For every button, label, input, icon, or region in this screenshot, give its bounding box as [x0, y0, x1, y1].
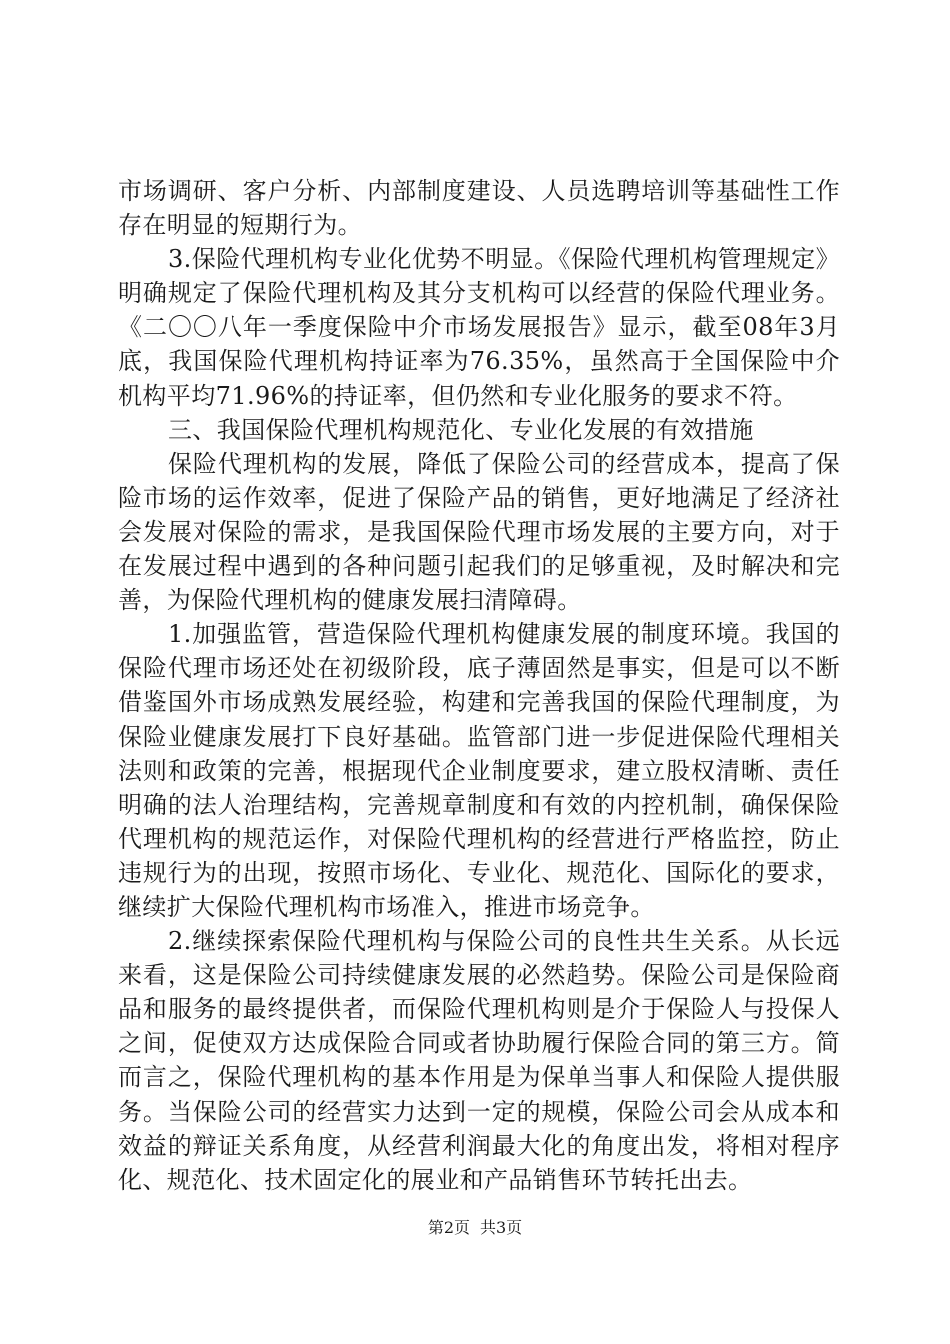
paragraph-measure-2: 2.继续探索保险代理机构与保险公司的良性共生关系。从长远来看，这是保险公司持续健康发展的必然趋势。保险公司是保险商品和服务的最终提供者，而保险代理机构则是介于保险人与投保人之间，促使双方达成保险合同或者协助履行保险合同的第三方。简而言之，保险代理机构的基本作用是为保单当事人和保险人提供服务。当保险公司的经营实力达到一定的规模，保险公司会从成本和效益的辩证关系角度，从经营利润最大化的角度出发，将相对程序化、规范化、技术固定化的展业和产品销售环节转托出去。: [118, 927, 840, 1194]
page-number: 第2页: [427, 1218, 470, 1237]
page-footer: [0, 1218, 950, 1238]
page-total: 共3页: [480, 1218, 523, 1237]
paragraph-measure-1: 1.加强监管，营造保险代理机构健康发展的制度环境。我国的保险代理市场还处在初级阶段，底子薄固然是事实，但是可以不断借鉴国外市场成熟发展经验，构建和完善我国的保险代理制度，为保险业健康发展打下良好基础。监管部门进一步促进保险代理相关法则和政策的完善，根据现代企业制度要求，建立股权清晰、责任明确的法人治理结构，完善规章制度和有效的内控机制，确保保险代理机构的规范运作，对保险代理机构的经营进行严格监控，防止违规行为的出现，按照市场化、专业化、规范化、国际化的要求，继续扩大保险代理机构市场准入，推进市场竞争。: [118, 620, 840, 921]
document-body: [118, 174, 840, 1197]
paragraph-point-3: 3.保险代理机构专业化优势不明显。《保险代理机构管理规定》明确规定了保险代理机构及其分支机构可以经营的保险代理业务。《二〇〇八年一季度保险中介市场发展报告》显示，截至08年3月底，我国保险代理机构持证率为76.35%，虽然高于全国保险中介机构平均71.96%的持证率，但仍然和专业化服务的要求不符。: [118, 245, 840, 410]
paragraph-continuation: 市场调研、客户分析、内部制度建设、人员选聘培训等基础性工作存在明显的短期行为。: [118, 177, 840, 240]
section-heading-3: 三、我国保险代理机构规范化、专业化发展的有效措施: [168, 415, 754, 444]
paragraph-section-intro: 保险代理机构的发展，降低了保险公司的经营成本，提高了保险市场的运作效率，促进了保险产品的销售，更好地满足了经济社会发展对保险的需求，是我国保险代理市场发展的主要方向，对于在发展过程中遇到的各种问题引起我们的足够重视，及时解决和完善，为保险代理机构的健康发展扫清障碍。: [118, 449, 840, 615]
